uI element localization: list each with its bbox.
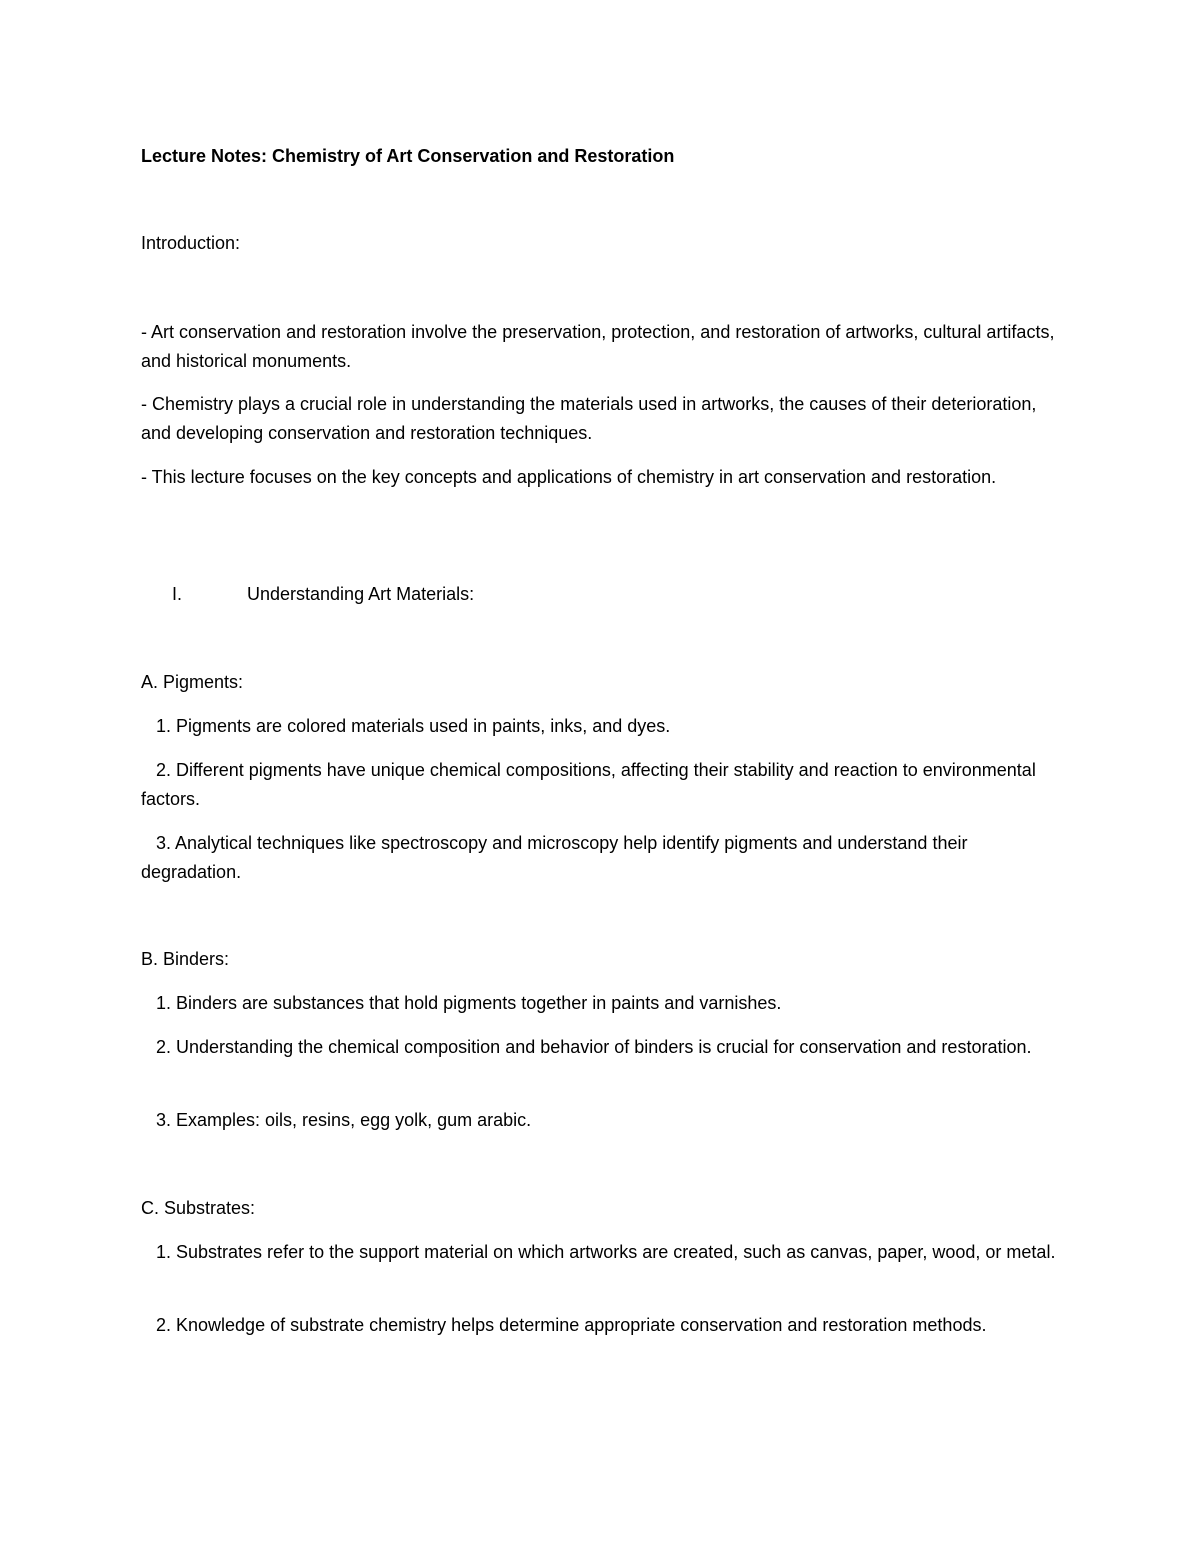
list-item: 2. Understanding the chemical composition and behavior of binders is crucial for conservation and restoration.: [156, 1037, 1032, 1057]
list-item: 2. Knowledge of substrate chemistry helps determine appropriate conservation and restoration methods.: [156, 1315, 987, 1335]
introduction-heading: Introduction:: [141, 233, 241, 253]
subsection-heading-substrates: C. Substrates:: [141, 1198, 256, 1218]
intro-bullet: - Chemistry plays a crucial role in understanding the materials used in artworks, the causes of their deterioration, and developing conservation and restoration techniques.: [141, 394, 1037, 443]
document-title: Lecture Notes: Chemistry of Art Conservation and Restoration: [141, 146, 675, 166]
list-item: 1. Substrates refer to the support material on which artworks are created, such as canvas, paper, wood, or metal.: [156, 1242, 1056, 1262]
intro-bullet: - This lecture focuses on the key concepts and applications of chemistry in art conservation and restoration.: [141, 467, 997, 487]
list-item: 3. Analytical techniques like spectroscopy and microscopy help identify pigments and understand their degradation.: [141, 833, 968, 882]
list-item: 3. Examples: oils, resins, egg yolk, gum arabic.: [156, 1110, 532, 1130]
intro-bullet: - Art conservation and restoration involve the preservation, protection, and restoration of artworks, cultural artifacts, and historical monuments.: [141, 322, 1055, 371]
subsection-heading-binders: B. Binders:: [141, 949, 230, 969]
list-item: 2. Different pigments have unique chemical compositions, affecting their stability and reaction to environmental factors.: [141, 760, 1036, 809]
subsection-heading-pigments: A. Pigments:: [141, 672, 244, 692]
list-item: 1. Pigments are colored materials used in paints, inks, and dyes.: [156, 716, 671, 736]
list-item: 1. Binders are substances that hold pigments together in paints and varnishes.: [156, 993, 782, 1013]
section-heading: Understanding Art Materials:: [247, 584, 475, 604]
section-numeral: I.: [172, 584, 183, 604]
